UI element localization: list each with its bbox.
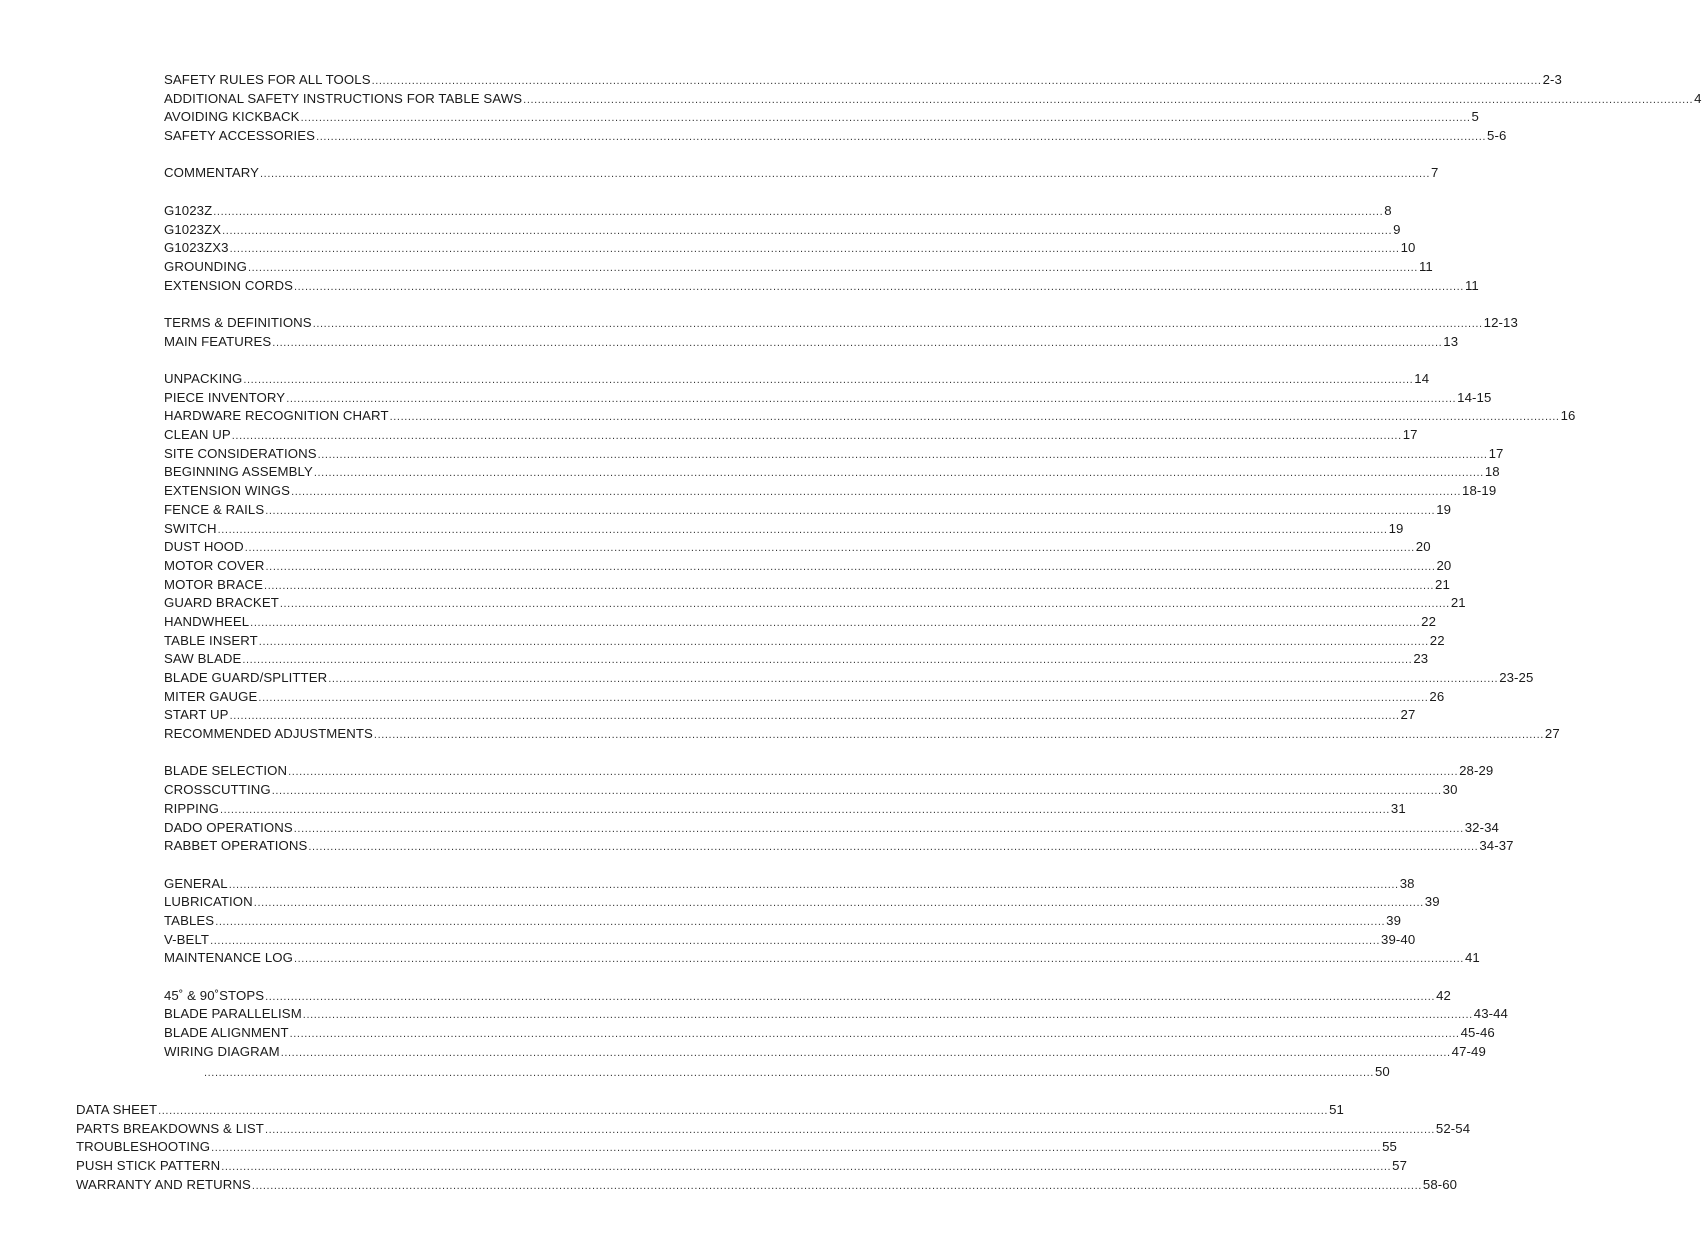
toc-dot-leader: ................................................................................................................................................................................................................................................................................................................................ <box>308 841 1479 854</box>
toc-entry[interactable] <box>164 277 1479 296</box>
toc-page-number: 17 <box>1402 427 1418 443</box>
toc-page-number: 5-6 <box>1487 128 1507 144</box>
toc-entry[interactable] <box>164 875 1415 894</box>
toc-entry[interactable] <box>164 258 1433 277</box>
toc-page-number: 16 <box>1560 408 1576 424</box>
toc-entry[interactable] <box>164 1005 1508 1024</box>
toc-entry-title: BEGINNING ASSEMBLY <box>164 464 313 480</box>
toc-dot-leader: ................................................................................................................................................................................................................................................................................................................................ <box>279 598 1450 611</box>
toc-entry[interactable] <box>164 71 1562 90</box>
toc-entry-title: COMMENTARY <box>164 165 260 181</box>
toc-entry[interactable] <box>164 482 1497 501</box>
toc-entry-title: TROUBLESHOOTING <box>76 1139 211 1155</box>
toc-entry-title: FENCE & RAILS <box>164 501 265 517</box>
toc-dot-leader: ................................................................................................................................................................................................................................................................................................................................ <box>251 1179 1422 1192</box>
toc-entry-title: MOTOR BRACE <box>164 576 264 592</box>
toc-page-number: 39 <box>1424 894 1440 910</box>
toc-dot-leader: ................................................................................................................................................................................................................................................................................................................................ <box>291 486 1462 499</box>
toc-dot-leader: ................................................................................................................................................................................................................................................................................................................................ <box>260 168 1430 181</box>
toc-dot-leader: ................................................................................................................................................................................................................................................................................................................................ <box>253 897 1424 910</box>
toc-entry-title: V-BELT <box>164 931 210 947</box>
toc-dot-leader: ................................................................................................................................................................................................................................................................................................................................ <box>286 392 1457 405</box>
toc-entry-title: DADO OPERATIONS <box>164 819 293 835</box>
toc-entry[interactable] <box>164 931 1416 950</box>
toc-entry[interactable] <box>164 688 1445 707</box>
toc-entry-title: BLADE ALIGNMENT <box>164 1025 289 1041</box>
toc-entry[interactable] <box>164 389 1492 408</box>
toc-dot-leader: ................................................................................................................................................................................................................................................................................................................................ <box>280 1046 1451 1059</box>
toc-entry[interactable] <box>164 314 1518 333</box>
toc-entry-title: MITER GAUGE <box>164 688 258 704</box>
toc-dot-leader: ................................................................................................................................................................................................................................................................................................................................ <box>271 785 1442 798</box>
toc-dot-leader: ................................................................................................................................................................................................................................................................................................................................ <box>228 878 1399 891</box>
toc-entry[interactable] <box>164 781 1458 800</box>
toc-entry[interactable] <box>164 239 1416 258</box>
toc-entry-title: CROSSCUTTING <box>164 782 271 798</box>
toc-dot-leader: ................................................................................................................................................................................................................................................................................................................................ <box>288 766 1459 779</box>
toc-entry[interactable] <box>164 594 1466 613</box>
toc-entry-title: 45˚ & 90˚STOPS <box>164 987 265 1003</box>
toc-page-number: 9 <box>1393 221 1401 237</box>
toc-dot-leader: ................................................................................................................................................................................................................................................................................................................................ <box>294 280 1464 293</box>
toc-dot-leader: ................................................................................................................................................................................................................................................................................................................................ <box>264 1123 1435 1136</box>
toc-dot-leader: ................................................................................................................................................................................................................................................................................................................................ <box>243 374 1414 386</box>
toc-entry[interactable] <box>164 445 1504 464</box>
toc-dot-leader: ................................................................................................................................................................................................................................................................................................................................ <box>219 803 1390 816</box>
toc-dot-leader: ................................................................................................................................................................................................................................................................................................................................ <box>210 934 1381 947</box>
toc-entry[interactable] <box>164 650 1429 669</box>
toc-entry-title: SAFETY RULES FOR ALL TOOLS <box>164 72 371 87</box>
toc-entry[interactable] <box>164 426 1418 445</box>
toc-page-number: 11 <box>1418 258 1433 274</box>
toc-dot-leader: ................................................................................................................................................................................................................................................................................................................................ <box>222 224 1393 237</box>
toc-dot-leader: ................................................................................................................................................................................................................................................................................................................................ <box>213 205 1384 218</box>
toc-page-number: 47-49 <box>1451 1043 1486 1059</box>
toc-entry-title: LUBRICATION <box>164 894 253 910</box>
toc-entry-title: RECOMMENDED ADJUSTMENTS <box>164 726 373 742</box>
toc-entry[interactable] <box>164 333 1459 352</box>
toc-dot-leader: ................................................................................................................................................................................................................................................................................................................................ <box>250 616 1421 629</box>
toc-entry[interactable] <box>164 632 1445 651</box>
toc-page-number: 10 <box>1400 240 1416 256</box>
toc-dot-leader: ................................................................................................................................................................................................................................................................................................................................ <box>229 710 1400 723</box>
toc-entry[interactable] <box>164 1024 1495 1043</box>
toc-dot-leader: ................................................................................................................................................................................................................................................................................................................................ <box>289 1028 1460 1041</box>
toc-entry-title: G1023ZX3 <box>164 240 229 256</box>
toc-entry[interactable] <box>164 949 1480 968</box>
toc-dot-leader: ................................................................................................................................................................................................................................................................................................................................ <box>272 336 1443 349</box>
toc-entry[interactable] <box>164 893 1440 912</box>
toc-page-number: 32-34 <box>1464 819 1499 835</box>
toc-entry[interactable] <box>164 127 1507 146</box>
toc-dot-leader: ................................................................................................................................................................................................................................................................................................................................ <box>371 75 1542 87</box>
toc-entry-title: BLADE GUARD/SPLITTER <box>164 670 328 685</box>
toc-entry-title: PUSH STICK PATTERN <box>76 1158 221 1174</box>
toc-page-number: 19 <box>1436 501 1452 517</box>
toc-page-number: 13 <box>1443 333 1459 349</box>
toc-entry-title: MAINTENANCE LOG <box>164 950 293 966</box>
toc-entry-title: EXTENSION CORDS <box>164 277 293 293</box>
toc-dot-leader: ................................................................................................................................................................................................................................................................................................................................ <box>247 261 1418 274</box>
toc-page-number: 39 <box>1386 912 1402 928</box>
toc-page-number: 14-15 <box>1457 389 1492 405</box>
toc-entry[interactable] <box>164 762 1494 781</box>
toc-dot-leader: ................................................................................................................................................................................................................................................................................................................................ <box>294 953 1464 966</box>
toc-entry[interactable] <box>164 987 1451 1006</box>
toc-entry[interactable] <box>164 164 1439 183</box>
toc-entry-title: PIECE INVENTORY <box>164 389 286 405</box>
toc-page-number: 20 <box>1436 557 1452 573</box>
toc-entry-title: WIRING DIAGRAM <box>164 1043 280 1059</box>
toc-entry-title: EXTENSION WINGS <box>164 483 291 499</box>
toc-entry-title: HARDWARE RECOGNITION CHART <box>164 408 389 424</box>
toc-entry[interactable] <box>164 706 1416 725</box>
toc-page-number: 43-44 <box>1473 1006 1508 1022</box>
toc-dot-leader: ................................................................................................................................................................................................................................................................................................................................ <box>258 635 1429 648</box>
toc-page-number: 18 <box>1484 464 1500 480</box>
toc-entry[interactable] <box>164 463 1500 482</box>
toc-dot-leader: ................................................................................................................................................................................................................................................................................................................................ <box>300 112 1471 125</box>
toc-dot-leader: ................................................................................................................................................................................................................................................................................................................................ <box>313 467 1484 480</box>
toc-main-section <box>164 71 1702 1061</box>
toc-dot-leader: ................................................................................................................................................................................................................................................................................................................................ <box>158 1105 1329 1117</box>
toc-entry[interactable] <box>164 725 1560 744</box>
toc-entry[interactable] <box>164 108 1479 127</box>
toc-page-number: 12-13 <box>1483 314 1518 330</box>
toc-page-number: 20 <box>1415 539 1431 555</box>
toc-page-number: 27 <box>1400 707 1416 723</box>
toc-dot-leader: ................................................................................................................................................................................................................................................................................................................................ <box>231 430 1402 443</box>
toc-dot-leader: ................................................................................................................................................................................................................................................................................................................................ <box>204 1067 1374 1079</box>
toc-entry-title: WARRANTY AND RETURNS <box>76 1176 251 1192</box>
toc-entry-title: TABLES <box>164 912 215 928</box>
toc-page-number: 26 <box>1429 688 1445 704</box>
toc-dot-leader: ................................................................................................................................................................................................................................................................................................................................ <box>264 579 1435 592</box>
toc-dot-leader: ................................................................................................................................................................................................................................................................................................................................ <box>215 915 1386 928</box>
toc-page-number: 23 <box>1413 651 1429 667</box>
toc-entry[interactable] <box>164 557 1452 576</box>
toc-entry[interactable] <box>164 221 1401 240</box>
toc-page-number: 8 <box>1384 202 1392 218</box>
toc-page-number: 42 <box>1436 987 1451 1003</box>
toc-entry-title: G1023ZX <box>164 221 222 237</box>
toc-page-number: 22 <box>1429 632 1445 648</box>
toc-page-number: 2-3 <box>1542 72 1562 87</box>
toc-entry-title: DATA SHEET <box>76 1102 158 1117</box>
toc-dot-leader: ................................................................................................................................................................................................................................................................................................................................ <box>523 93 1694 106</box>
toc-group-gap <box>164 295 858 314</box>
toc-entry[interactable] <box>164 370 1430 389</box>
toc-page-number: 39-40 <box>1381 931 1416 947</box>
toc-entry-title: GUARD BRACKET <box>164 595 279 611</box>
toc-group-gap <box>164 183 858 202</box>
toc-group-gap <box>164 744 858 763</box>
toc-group-gap <box>164 351 858 370</box>
toc-dot-leader: ................................................................................................................................................................................................................................................................................................................................ <box>265 504 1436 517</box>
toc-dot-leader: ................................................................................................................................................................................................................................................................................................................................ <box>373 729 1544 742</box>
toc-dot-leader: ................................................................................................................................................................................................................................................................................................................................ <box>302 1009 1473 1022</box>
toc-page-number: 28-29 <box>1459 763 1494 779</box>
toc-entry-title: RABBET OPERATIONS <box>164 838 308 854</box>
toc-entry[interactable] <box>76 1101 1344 1120</box>
toc-page-number: 52-54 <box>1435 1120 1471 1136</box>
toc-page-number: 57 <box>1392 1158 1408 1174</box>
toc-entry-title: GROUNDING <box>164 258 247 274</box>
toc-page-number: 41 <box>1464 950 1480 966</box>
toc-entry[interactable] <box>164 538 1431 557</box>
toc-page-number: 19 <box>1388 520 1404 536</box>
toc-dot-leader: ................................................................................................................................................................................................................................................................................................................................ <box>389 411 1560 424</box>
toc-entry-title: UNPACKING <box>164 371 243 386</box>
toc-dot-leader: ................................................................................................................................................................................................................................................................................................................................ <box>293 822 1464 835</box>
toc-page-number: 55 <box>1382 1139 1397 1155</box>
toc-entry[interactable] <box>164 1043 1486 1062</box>
toc-page-number: 45-46 <box>1460 1025 1495 1041</box>
toc-page-number: 21 <box>1450 595 1466 611</box>
toc-page-number: 22 <box>1421 613 1437 629</box>
toc-page-number: 5 <box>1471 109 1479 125</box>
toc-entry[interactable] <box>76 1120 1471 1139</box>
toc-page-number: 11 <box>1464 277 1479 293</box>
toc-outdented-section <box>76 1101 1471 1194</box>
toc-dot-leader: ................................................................................................................................................................................................................................................................................................................................ <box>221 1161 1392 1174</box>
toc-group-gap <box>164 968 858 987</box>
toc-dot-leader: ................................................................................................................................................................................................................................................................................................................................ <box>211 1142 1382 1155</box>
toc-page-number: 50 <box>1374 1064 1390 1079</box>
toc-entry[interactable] <box>164 407 1576 426</box>
toc-page-number: 27 <box>1544 726 1560 742</box>
toc-entry[interactable] <box>164 520 1404 539</box>
toc-entry-title: GENERAL <box>164 875 228 891</box>
toc-dot-leader: ................................................................................................................................................................................................................................................................................................................................ <box>229 243 1400 256</box>
toc-entry[interactable] <box>164 501 1452 520</box>
toc-entry-title: RIPPING <box>164 800 219 816</box>
toc-entry-title: MOTOR COVER <box>164 557 265 573</box>
toc-entry-title: MAIN FEATURES <box>164 333 272 349</box>
toc-entry-title: CLEAN UP <box>164 427 231 443</box>
toc-page-number: 4 <box>1694 90 1702 106</box>
toc-dot-leader: ................................................................................................................................................................................................................................................................................................................................ <box>312 317 1483 330</box>
toc-entry[interactable] <box>76 1138 1397 1157</box>
toc-entry-title: SWITCH <box>164 520 217 536</box>
toc-group-gap <box>164 856 858 875</box>
toc-dot-leader: ................................................................................................................................................................................................................................................................................................................................ <box>265 990 1436 1003</box>
toc-page-number: 51 <box>1329 1102 1344 1117</box>
toc-orphan-entry <box>203 1063 1390 1082</box>
toc-dot-leader: ................................................................................................................................................................................................................................................................................................................................ <box>244 542 1415 555</box>
toc-page-number: 23-25 <box>1499 670 1534 685</box>
toc-entry[interactable] <box>164 576 1450 595</box>
toc-page-number: 31 <box>1390 800 1406 816</box>
toc-dot-leader: ................................................................................................................................................................................................................................................................................................................................ <box>317 448 1488 461</box>
toc-entry-title: ADDITIONAL SAFETY INSTRUCTIONS FOR TABLE SAWS <box>164 90 523 106</box>
toc-entry-title: HANDWHEEL <box>164 613 250 629</box>
toc-entry-title: G1023Z <box>164 202 213 218</box>
toc-page-number: 21 <box>1435 576 1450 592</box>
toc-entry-title: BLADE SELECTION <box>164 763 288 779</box>
toc-entry-title: PARTS BREAKDOWNS & LIST <box>76 1120 264 1136</box>
toc-page-number: 38 <box>1399 875 1415 891</box>
toc-page-number: 30 <box>1442 782 1458 798</box>
toc-entry[interactable] <box>76 1176 1458 1195</box>
toc-entry-title: SAW BLADE <box>164 651 242 667</box>
toc-entry-title: SAFETY ACCESSORIES <box>164 128 316 144</box>
toc-page-number: 18-19 <box>1462 483 1497 499</box>
toc-dot-leader: ................................................................................................................................................................................................................................................................................................................................ <box>328 673 1499 685</box>
toc-dot-leader: ................................................................................................................................................................................................................................................................................................................................ <box>258 691 1429 704</box>
toc-entry[interactable] <box>164 800 1406 819</box>
toc-entry-title: AVOIDING KICKBACK <box>164 109 300 125</box>
toc-entry[interactable] <box>164 202 1392 221</box>
toc-entry-title: TERMS & DEFINITIONS <box>164 314 312 330</box>
toc-entry-title: DUST HOOD <box>164 539 244 555</box>
toc-page-number: 7 <box>1431 165 1439 181</box>
toc-dot-leader: ................................................................................................................................................................................................................................................................................................................................ <box>316 131 1487 144</box>
toc-page-number: 58-60 <box>1422 1176 1458 1192</box>
toc-entry-title: START UP <box>164 707 229 723</box>
toc-dot-leader: ................................................................................................................................................................................................................................................................................................................................ <box>242 654 1413 667</box>
toc-entry[interactable] <box>164 669 1534 688</box>
toc-page-number: 34-37 <box>1479 838 1514 854</box>
toc-entry-title: SITE CONSIDERATIONS <box>164 445 317 461</box>
toc-entry[interactable] <box>164 837 1514 856</box>
toc-dot-leader: ................................................................................................................................................................................................................................................................................................................................ <box>265 560 1436 573</box>
toc-entry-title: TABLE INSERT <box>164 632 258 648</box>
toc-entry[interactable] <box>164 90 1702 109</box>
toc-entry[interactable] <box>76 1157 1408 1176</box>
toc-group-gap <box>164 146 858 165</box>
toc-entry-title: BLADE PARALLELISM <box>164 1006 302 1022</box>
toc-entry[interactable] <box>164 912 1402 931</box>
toc-entry[interactable] <box>164 819 1499 838</box>
toc-entry[interactable] <box>203 1063 1390 1082</box>
toc-page-number: 14 <box>1414 371 1430 386</box>
toc-dot-leader: ................................................................................................................................................................................................................................................................................................................................ <box>217 523 1388 536</box>
toc-entry[interactable] <box>164 613 1437 632</box>
toc-page-number: 17 <box>1488 445 1504 461</box>
